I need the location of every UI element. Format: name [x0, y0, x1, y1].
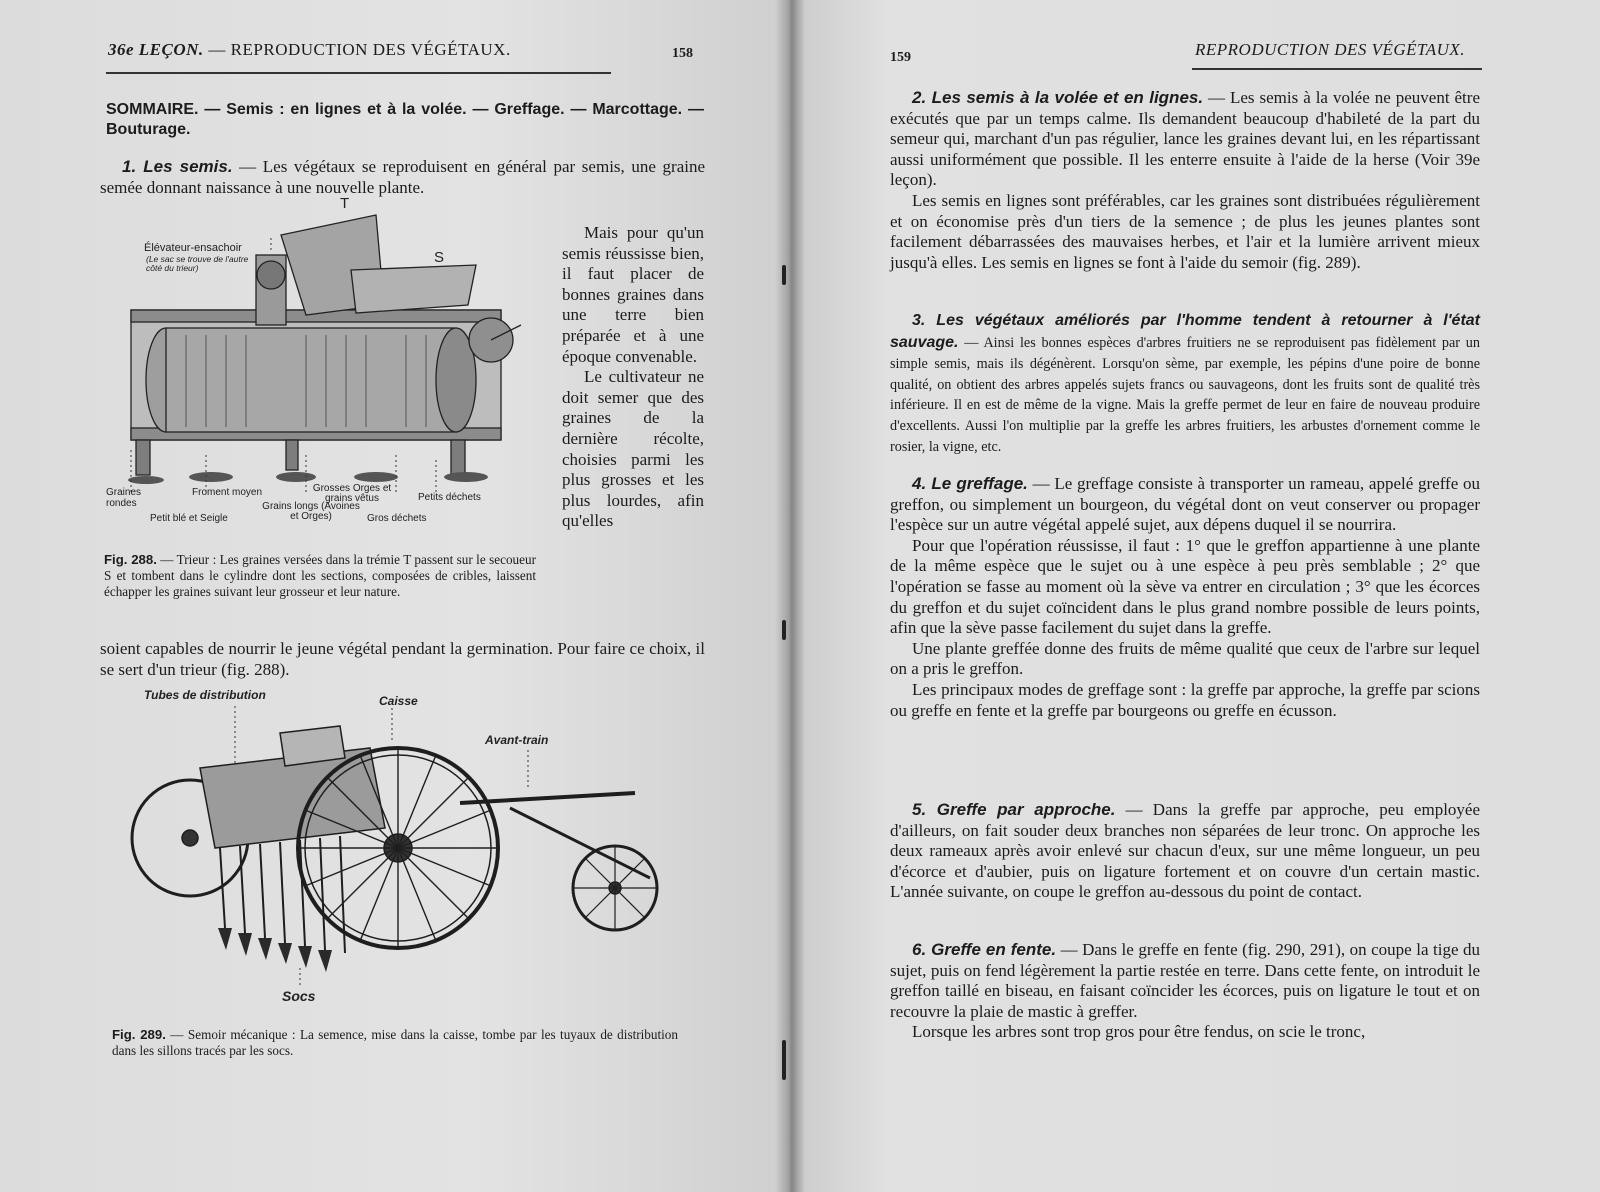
section-4-p4: Les principaux modes de greffage sont : la greffe par approche, la greffe par scions ou greffe en fente et la greffe par bourgeons ou greffe en écusson.	[890, 679, 1480, 720]
section-1-heading: 1. Les semis.	[122, 157, 233, 176]
section-4-p1: — Le greffage consiste à transporter un rameau, appelé greffe ou greffon, ou simplement un bourgeon, du végétal dont on veut conserver ou propager l'espèce sur un autre végétal appelé sujet, aux dépens duquel il se nourrira.	[890, 474, 1480, 535]
section-3-heading: 3. Les végétaux améliorés par l'homme tendent à retourner à l'état sauvage.	[890, 312, 1480, 351]
fig289-label-socs: Socs	[282, 988, 316, 1004]
binding-stitch	[782, 265, 786, 285]
figure-289-caption	[112, 1027, 678, 1059]
fig288-label-sac-note: (Le sac se trouve de l'autre côté du trieur)	[146, 254, 249, 273]
fig288-label-petit-ble: Petit blé et Seigle	[150, 513, 228, 524]
section-5-text: — Dans la greffe par approche, peu employée d'ailleurs, on fait souder deux branches non séparées de leur tronc. On approche les deux rameaux après avoir enlevé sur chacun d'eux, sur une même longueur, un peu d'écorce et d'aubier, puis on ligature fortement et on couvre d'un certain mastic. L'année suivante, on coupe le greffon au-dessous du point de contact.	[890, 800, 1481, 902]
section-3	[890, 310, 1480, 456]
figure-288-caption	[104, 552, 536, 600]
section-4-p2: Pour que l'opération réussisse, il faut : 1° que le greffon appartienne à une plante de la même espèce que le sujet ou à une espèce à peu près semblable ; 2° que l'opération se fasse au moment où la sève va entrer en circulation ; 3° que les écorces du greffon et du sujet coïncident dans le plus grand nombre possible de leurs points, afin que la sève passe facilement du sujet dans la greffe.	[890, 535, 1480, 638]
left-page-number: 158	[672, 46, 693, 61]
fig288-label-elevateur: Élévateur-ensachoir	[144, 242, 242, 254]
left-page	[0, 0, 792, 1192]
section-2-p1: — Les semis à la volée ne peuvent être exécutés que par un temps calme. Ils demandent beaucoup d'habileté de la part du semeur qui, marchant d'un pas régulier, lance les graines devant lui, en les répartissant aussi uniformément que possible. Il les enterre ensuite à l'aide de la herse (Voir 39e leçon).	[890, 88, 1480, 190]
fig288-label-t: T	[340, 195, 350, 212]
fig288-label-graines-rondes: Graines rondes	[106, 487, 142, 509]
binding-stitch	[782, 1040, 786, 1080]
section-4	[890, 474, 1480, 721]
section-4-heading: 4. Le greffage.	[912, 474, 1028, 493]
fig289-caption-label: Fig. 289.	[112, 1027, 166, 1042]
book-gutter	[775, 0, 805, 1192]
figure-288-trieur	[106, 195, 551, 550]
fig288-label-s: S	[434, 249, 445, 266]
fig288-caption-text: — Trieur : Les graines versées dans la trémie T passent sur le secoueur S et tombent dans le cylindre dont les sections, composées de cribles, laissent échapper les graines suivant leur grosseur et leur nature.	[104, 552, 536, 599]
section-1-text-a: — Les végétaux se reproduisent en général par semis, une graine semée donnant naissance à une nouvelle plante.	[100, 157, 706, 197]
left-head-rule	[106, 72, 611, 74]
right-page	[792, 0, 1600, 1192]
semoir-illustration	[130, 688, 690, 1014]
section-5-heading: 5. Greffe par approche.	[912, 800, 1116, 819]
section-6	[890, 940, 1480, 1043]
sommaire-label: SOMMAIRE.	[106, 101, 199, 118]
left-running-head	[108, 40, 511, 60]
fig288-caption-label: Fig. 288.	[104, 552, 157, 567]
right-page-number: 159	[890, 50, 911, 65]
section-6-heading: 6. Greffe en fente.	[912, 940, 1057, 959]
section-2-heading: 2. Les semis à la volée et en lignes.	[912, 88, 1204, 107]
binding-stitch	[782, 620, 786, 640]
fig288-label-gros-dechets: Gros déchets	[367, 513, 427, 524]
right-running-title: REPRODUCTION DES VÉGÉTAUX.	[1195, 40, 1466, 59]
section-2	[890, 88, 1480, 273]
section-1-text-c: Le cultivateur ne doit semer que des graines de la dernière récolte, choisies parmi les plus grosses et les plus lourdes, afin qu'elles	[562, 367, 704, 531]
section-1-column	[562, 223, 704, 532]
sommaire	[106, 100, 704, 140]
section-1-text-b: Mais pour qu'un semis réussisse bien, il faut placer de bonnes graines dans une terre bien préparée et à une époque convenable.	[562, 223, 704, 366]
lesson-label: 36e LEÇON.	[108, 40, 204, 59]
figure-289-semoir	[130, 688, 690, 1014]
sommaire-text: — Semis : en lignes et à la volée. — Greffage. — Marcottage. — Bouturage.	[106, 101, 704, 138]
section-6-p2: Lorsque les arbres sont trop gros pour être fendus, on scie le tronc,	[912, 1022, 1366, 1042]
fig288-label-grosses-orges: Grosses Orges et grains vêtus	[312, 483, 392, 504]
fig289-label-tubes: Tubes de distribution	[144, 688, 266, 702]
right-head-rule	[1192, 68, 1482, 70]
fig288-label-petits-dechets: Petits déchets	[418, 492, 481, 503]
section-1-text-d: soient capables de nourrir le jeune végétal pendant la germination. Pour faire ce choix, il se sert d'un trieur (fig. 288).	[100, 639, 705, 679]
fig289-label-avant-train: Avant-train	[485, 733, 549, 747]
fig288-label-froment: Froment moyen	[192, 487, 263, 498]
section-2-p2: Les semis en lignes sont préférables, car les graines sont distribuées régulièrement et on économise près d'un tiers de la semence ; de plus les jeunes plantes sont facilement débarrassées des mauvaises herbes, et l'air et la lumière arrivent mieux jusqu'à elles. Les semis en lignes se font à l'aide du semoir (fig. 289).	[890, 190, 1480, 272]
section-6-p1: — Dans le greffe en fente (fig. 290, 291), on coupe la tige du sujet, puis on fend légèrement la partie restée en terre. Dans cette fente, on introduit le greffon taillé en biseau, en faisant coïncider les écorces, puis on ligature le tout et on recouvre la plaie de mastic à greffer.	[890, 940, 1480, 1021]
section-4-p3: Une plante greffée donne des fruits de même qualité que ceux de l'arbre sur lequel on a pris le greffon.	[890, 638, 1480, 679]
section-3-text: — Ainsi les bonnes espèces d'arbres fruitiers ne se reproduisent pas fidèlement par un simple semis, mais ils dégénèrent. Lorsqu'on sème, par exemple, les pépins d'une poire de bonne qualité, on obtient des arbres appelés sujets francs ou sauvageons, dont les fruits sont de qualité très inférieure. Il en est de même de la vigne. Mais la greffe permet de leur en faire de nouveau produire d'excellents. Aussi l'on multiplie par la greffe les arbres fruitiers, les arbustes d'ornement comme le rosier, la vigne, etc.	[890, 334, 1480, 455]
fig288-label-grains-longs: Grains longs (Avoines et Orges)	[262, 501, 360, 522]
fig289-caption-text: — Semoir mécanique : La semence, mise dans la caisse, tombe par les tuyaux de distribution dans les sillons tracés par les socs.	[112, 1027, 678, 1058]
left-running-title: — REPRODUCTION DES VÉGÉTAUX.	[208, 40, 511, 59]
fig289-label-caisse: Caisse	[379, 694, 418, 708]
section-5	[890, 800, 1480, 903]
section-1-intro	[100, 157, 705, 198]
